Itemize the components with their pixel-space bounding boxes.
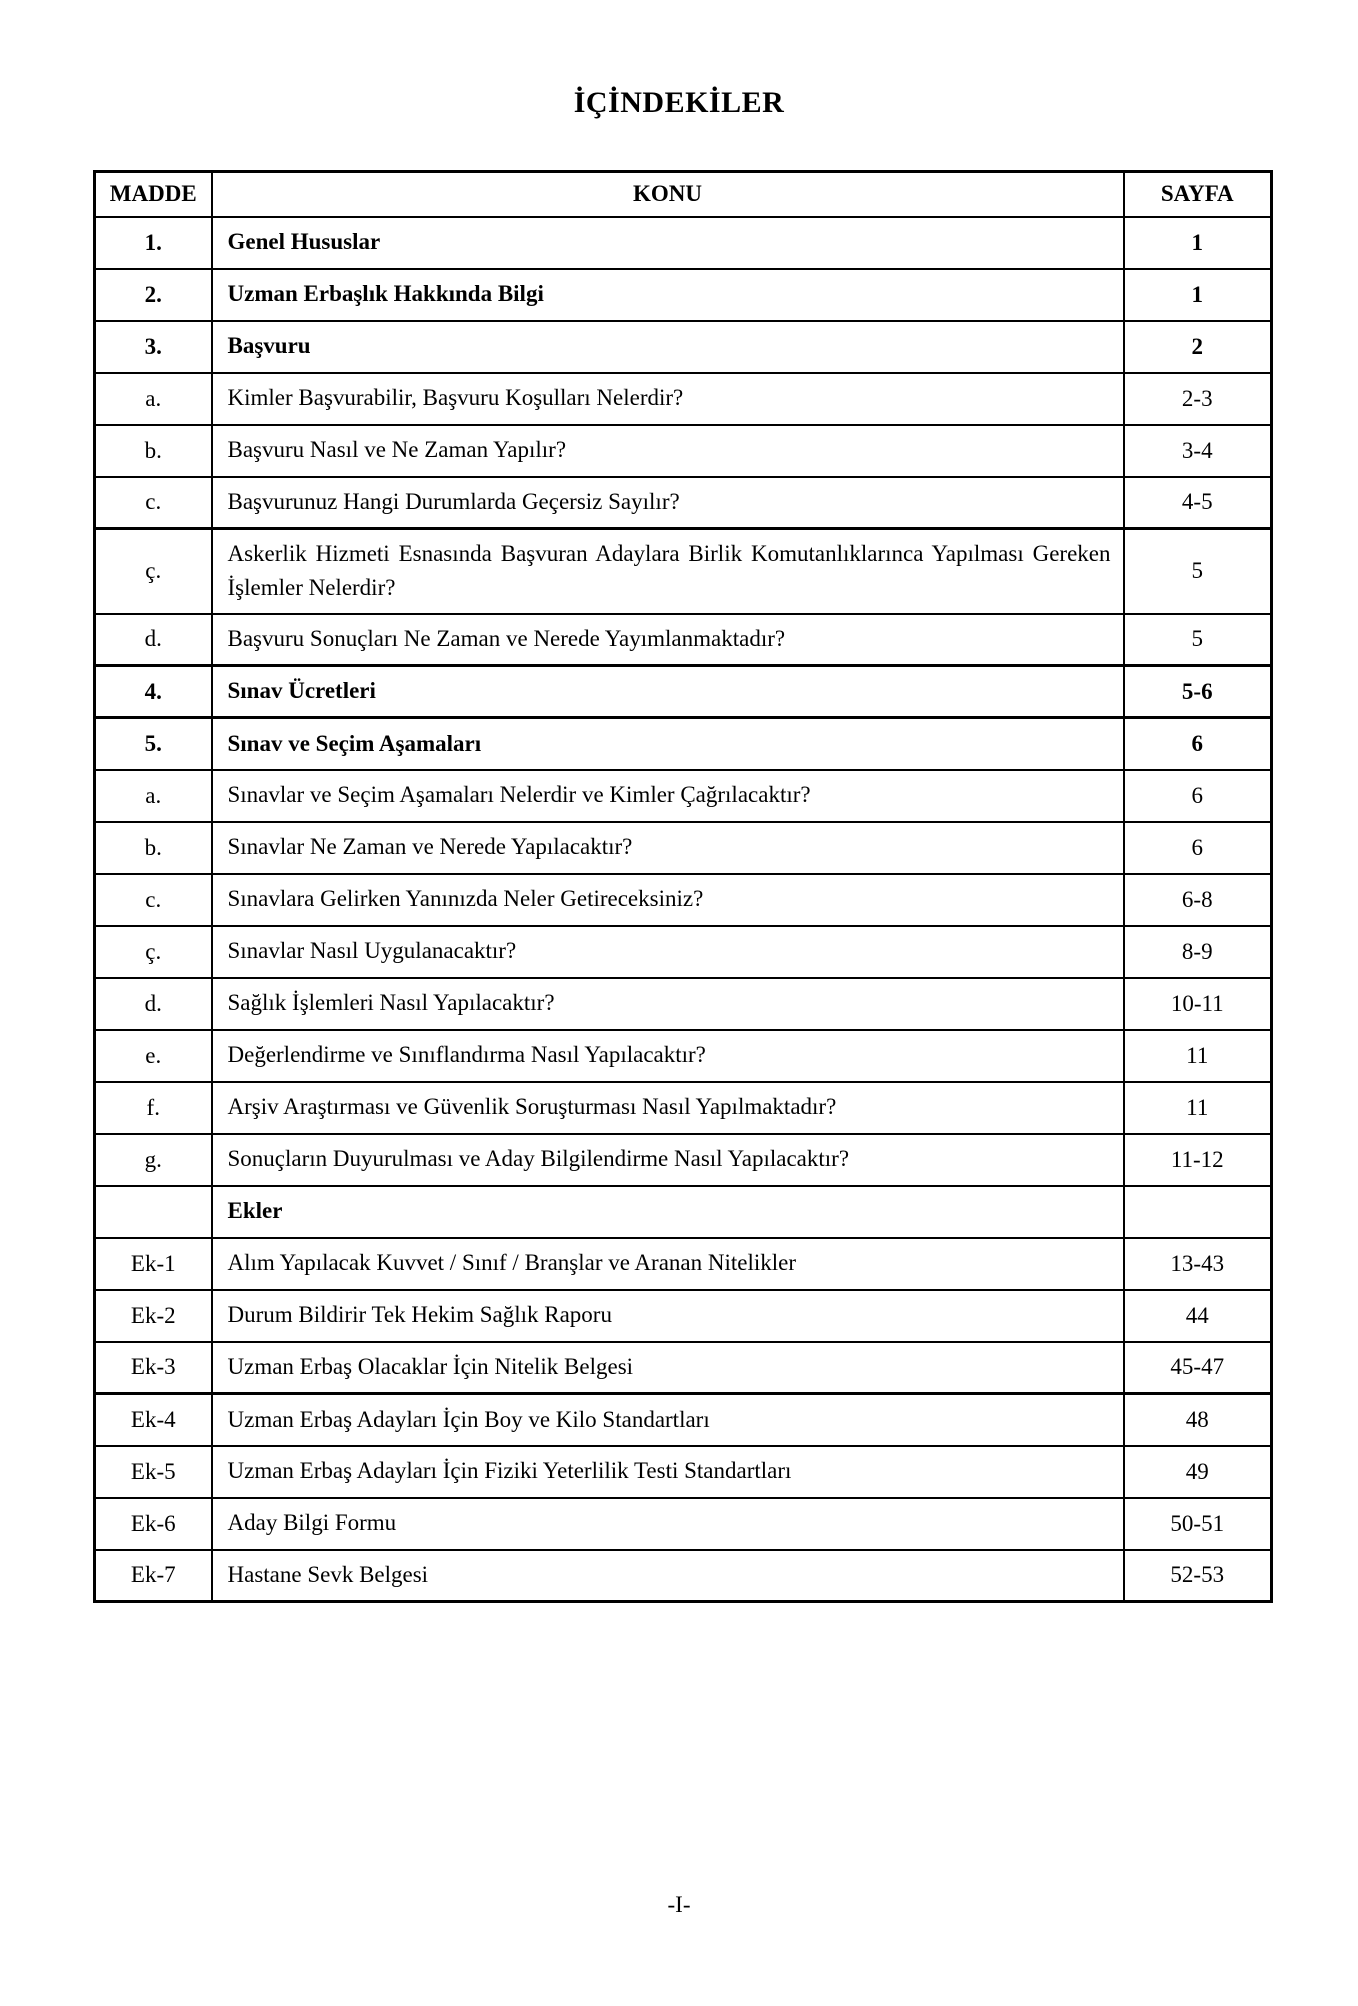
row-madde-cell: Ek-7 [95,1550,212,1602]
row-konu-cell: Sınavlar ve Seçim Aşamaları Nelerdir ve Kimler Çağrılacaktır? [212,770,1124,822]
row-madde-cell: 1. [95,217,212,269]
row-sayfa-cell: 50-51 [1124,1498,1272,1550]
row-madde-cell: Ek-1 [95,1238,212,1290]
table-row [95,1082,1272,1134]
table-row [95,926,1272,978]
row-sayfa-cell: 11 [1124,1030,1272,1082]
row-sayfa-cell: 5-6 [1124,666,1272,718]
row-madde-cell: b. [95,425,212,477]
row-sayfa-cell: 5 [1124,529,1272,614]
row-madde-cell: 5. [95,718,212,770]
row-sayfa-cell: 6-8 [1124,874,1272,926]
row-sayfa-cell: 6 [1124,718,1272,770]
row-konu-cell: Sınavlar Nasıl Uygulanacaktır? [212,926,1124,978]
table-row [95,1030,1272,1082]
table-row [95,1290,1272,1342]
table-row [95,1342,1272,1394]
row-sayfa-cell: 6 [1124,822,1272,874]
row-madde-cell: Ek-6 [95,1498,212,1550]
row-sayfa-cell: 49 [1124,1446,1272,1498]
row-sayfa-cell: 8-9 [1124,926,1272,978]
page-number-footer: -I- [667,1892,691,1917]
table-row [95,321,1272,373]
row-konu-cell: Uzman Erbaş Adayları İçin Fiziki Yeterlilik Testi Standartları [212,1446,1124,1498]
row-madde-cell: ç. [95,529,212,614]
table-row [95,614,1272,666]
row-sayfa-cell: 2 [1124,321,1272,373]
row-sayfa-cell: 1 [1124,269,1272,321]
row-konu-cell: Askerlik Hizmeti Esnasında Başvuran Adaylara Birlik Komutanlıklarınca Yapılması Gereken İşlemler Nelerdir? [212,529,1124,614]
row-konu-cell: Ekler [212,1186,1124,1238]
row-madde-cell: 4. [95,666,212,718]
row-konu-cell: Aday Bilgi Formu [212,1498,1124,1550]
row-sayfa-cell: 10-11 [1124,978,1272,1030]
row-madde-cell: b. [95,822,212,874]
row-sayfa-cell: 5 [1124,614,1272,666]
row-sayfa-cell: 3-4 [1124,425,1272,477]
row-sayfa-cell: 44 [1124,1290,1272,1342]
row-madde-cell: Ek-5 [95,1446,212,1498]
row-konu-cell: Durum Bildirir Tek Hekim Sağlık Raporu [212,1290,1124,1342]
table-row [95,1394,1272,1446]
row-madde-cell: ç. [95,926,212,978]
row-konu-cell: Arşiv Araştırması ve Güvenlik Soruşturması Nasıl Yapılmaktadır? [212,1082,1124,1134]
row-madde-cell: e. [95,1030,212,1082]
page-title: İÇİNDEKİLER [573,86,785,119]
row-sayfa-cell: 4-5 [1124,477,1272,529]
row-madde-cell: f. [95,1082,212,1134]
table-row [95,1446,1272,1498]
row-madde-cell: 2. [95,269,212,321]
table-row [95,529,1272,614]
row-madde-cell: a. [95,770,212,822]
table-row [95,1186,1272,1238]
row-sayfa-cell: 11 [1124,1082,1272,1134]
row-konu-cell: Sağlık İşlemleri Nasıl Yapılacaktır? [212,978,1124,1030]
row-madde-cell [95,1186,212,1238]
row-sayfa-cell: 1 [1124,217,1272,269]
table-row [95,874,1272,926]
table-header-row [95,172,1272,217]
table-row [95,978,1272,1030]
row-konu-cell: Uzman Erbaş Olacaklar İçin Nitelik Belgesi [212,1342,1124,1394]
table-row [95,822,1272,874]
table-row [95,770,1272,822]
row-konu-cell: Sonuçların Duyurulması ve Aday Bilgilendirme Nasıl Yapılacaktır? [212,1134,1124,1186]
row-konu-cell: Uzman Erbaş Adayları İçin Boy ve Kilo Standartları [212,1394,1124,1446]
row-konu-cell: Sınav ve Seçim Aşamaları [212,718,1124,770]
row-konu-cell: Sınavlar Ne Zaman ve Nerede Yapılacaktır? [212,822,1124,874]
row-konu-cell: Başvuru Nasıl ve Ne Zaman Yapılır? [212,425,1124,477]
row-madde-cell: c. [95,874,212,926]
table-row [95,666,1272,718]
row-madde-cell: Ek-4 [95,1394,212,1446]
row-konu-cell: Hastane Sevk Belgesi [212,1550,1124,1602]
row-madde-cell: d. [95,614,212,666]
row-konu-cell: Başvurunuz Hangi Durumlarda Geçersiz Sayılır? [212,477,1124,529]
row-konu-cell: Sınavlara Gelirken Yanınızda Neler Getireceksiniz? [212,874,1124,926]
row-konu-cell: Başvuru [212,321,1124,373]
row-madde-cell: 3. [95,321,212,373]
document-page [0,86,1358,1917]
row-sayfa-cell: 48 [1124,1394,1272,1446]
row-madde-cell: d. [95,978,212,1030]
header-madde: MADDE [95,172,212,217]
row-madde-cell: Ek-3 [95,1342,212,1394]
row-konu-cell: Alım Yapılacak Kuvvet / Sınıf / Branşlar ve Aranan Nitelikler [212,1238,1124,1290]
table-row [95,477,1272,529]
row-sayfa-cell [1124,1186,1272,1238]
table-row [95,718,1272,770]
row-madde-cell: c. [95,477,212,529]
toc-table [93,170,1273,1603]
table-row [95,373,1272,425]
row-madde-cell: g. [95,1134,212,1186]
row-sayfa-cell: 13-43 [1124,1238,1272,1290]
row-sayfa-cell: 11-12 [1124,1134,1272,1186]
row-konu-cell: Değerlendirme ve Sınıflandırma Nasıl Yapılacaktır? [212,1030,1124,1082]
table-row [95,1238,1272,1290]
row-konu-cell: Kimler Başvurabilir, Başvuru Koşulları Nelerdir? [212,373,1124,425]
row-konu-cell: Uzman Erbaşlık Hakkında Bilgi [212,269,1124,321]
table-row [95,1550,1272,1602]
row-madde-cell: Ek-2 [95,1290,212,1342]
table-row [95,269,1272,321]
table-row [95,1498,1272,1550]
row-sayfa-cell: 2-3 [1124,373,1272,425]
row-konu-cell: Genel Hususlar [212,217,1124,269]
row-madde-cell: a. [95,373,212,425]
row-konu-cell: Sınav Ücretleri [212,666,1124,718]
row-sayfa-cell: 45-47 [1124,1342,1272,1394]
row-konu-cell: Başvuru Sonuçları Ne Zaman ve Nerede Yayımlanmaktadır? [212,614,1124,666]
table-row [95,425,1272,477]
table-row [95,217,1272,269]
row-sayfa-cell: 52-53 [1124,1550,1272,1602]
row-sayfa-cell: 6 [1124,770,1272,822]
header-konu: KONU [212,172,1124,217]
table-row [95,1134,1272,1186]
header-sayfa: SAYFA [1124,172,1272,217]
